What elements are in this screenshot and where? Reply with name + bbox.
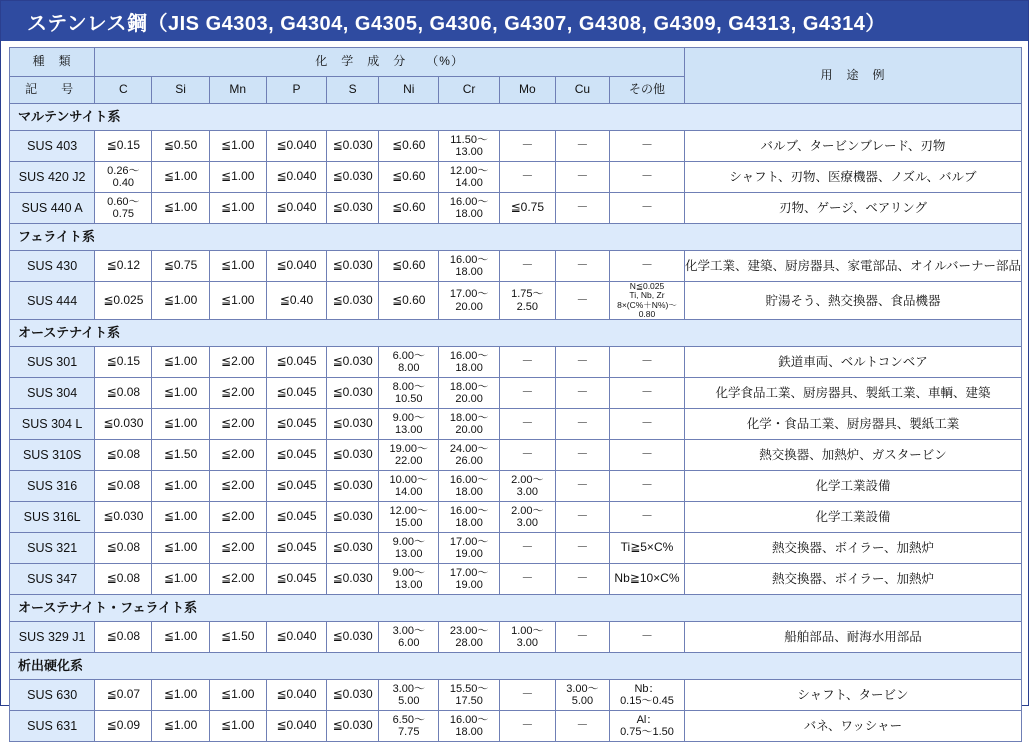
composition-cell: Ti≧5×C% bbox=[609, 533, 684, 564]
composition-cell: ≦0.60 bbox=[379, 131, 439, 162]
composition-cell: － bbox=[499, 162, 555, 193]
composition-cell: 17.00～ 19.00 bbox=[439, 564, 499, 595]
header-symbol: 記 号 bbox=[10, 77, 95, 104]
table-row bbox=[10, 251, 1022, 282]
usage-cell: バルブ、タービンブレード、刃物 bbox=[684, 131, 1021, 162]
composition-cell: ≦0.040 bbox=[266, 193, 326, 224]
composition-cell: ≦0.045 bbox=[266, 440, 326, 471]
composition-cell: ≦0.08 bbox=[95, 378, 152, 409]
composition-cell: 12.00～ 14.00 bbox=[439, 162, 499, 193]
table-row bbox=[10, 533, 1022, 564]
usage-cell: バネ、ワッシャー bbox=[684, 711, 1021, 742]
composition-cell: 8.00～ 10.50 bbox=[379, 378, 439, 409]
header-col-si: Si bbox=[152, 77, 209, 104]
composition-cell: ≦0.030 bbox=[327, 162, 379, 193]
composition-cell: － bbox=[555, 440, 609, 471]
composition-cell: ≦0.12 bbox=[95, 251, 152, 282]
table-row bbox=[10, 564, 1022, 595]
composition-cell: 6.00～ 8.00 bbox=[379, 347, 439, 378]
composition-cell: ≦0.75 bbox=[499, 193, 555, 224]
composition-cell: ≦0.09 bbox=[95, 711, 152, 742]
usage-cell: 熱交換器、加熱炉、ガスタービン bbox=[684, 440, 1021, 471]
usage-cell: 船舶部品、耐海水用部品 bbox=[684, 622, 1021, 653]
composition-cell: ≦2.00 bbox=[209, 347, 266, 378]
composition-cell: ≦0.08 bbox=[95, 533, 152, 564]
composition-cell: ≦2.00 bbox=[209, 378, 266, 409]
composition-cell: 11.50～ 13.00 bbox=[439, 131, 499, 162]
composition-cell: ≦2.00 bbox=[209, 564, 266, 595]
usage-cell: 化学食品工業、厨房器具、製紙工業、車輌、建築 bbox=[684, 378, 1021, 409]
section-header-row bbox=[10, 595, 1022, 622]
composition-cell: － bbox=[555, 378, 609, 409]
composition-cell: ≦0.60 bbox=[379, 282, 439, 320]
composition-cell: ≦1.50 bbox=[152, 440, 209, 471]
grade-symbol: SUS 630 bbox=[10, 680, 95, 711]
composition-cell: ≦1.00 bbox=[152, 680, 209, 711]
grade-symbol: SUS 329 J1 bbox=[10, 622, 95, 653]
composition-cell: ≦1.00 bbox=[152, 622, 209, 653]
composition-cell: ≦2.00 bbox=[209, 502, 266, 533]
composition-cell: － bbox=[609, 193, 684, 224]
composition-cell: ≦1.00 bbox=[209, 680, 266, 711]
composition-cell: 23.00～ 28.00 bbox=[439, 622, 499, 653]
usage-cell: 刃物、ゲージ、ベアリング bbox=[684, 193, 1021, 224]
composition-cell: － bbox=[499, 680, 555, 711]
composition-cell: ≦1.00 bbox=[152, 347, 209, 378]
composition-cell: ≦0.040 bbox=[266, 711, 326, 742]
composition-cell: ≦1.00 bbox=[152, 409, 209, 440]
composition-cell: 24.00～ 26.00 bbox=[439, 440, 499, 471]
composition-cell: ≦1.00 bbox=[209, 251, 266, 282]
composition-cell: 3.00～ 5.00 bbox=[555, 680, 609, 711]
page-title bbox=[1, 1, 1028, 41]
composition-cell: － bbox=[555, 409, 609, 440]
composition-cell: ≦0.030 bbox=[327, 711, 379, 742]
composition-cell: ≦0.040 bbox=[266, 622, 326, 653]
composition-cell: ≦2.00 bbox=[209, 533, 266, 564]
composition-cell: ≦0.045 bbox=[266, 347, 326, 378]
composition-cell: － bbox=[555, 622, 609, 653]
grade-symbol: SUS 321 bbox=[10, 533, 95, 564]
composition-cell: － bbox=[609, 131, 684, 162]
composition-cell: ≦1.00 bbox=[152, 193, 209, 224]
composition-cell: ≦0.040 bbox=[266, 251, 326, 282]
composition-cell: ≦0.030 bbox=[327, 680, 379, 711]
composition-cell: ≦1.00 bbox=[152, 502, 209, 533]
composition-cell: Nb≧10×C% bbox=[609, 564, 684, 595]
composition-cell: － bbox=[555, 347, 609, 378]
grade-symbol: SUS 304 bbox=[10, 378, 95, 409]
composition-cell: － bbox=[609, 622, 684, 653]
usage-cell: 化学工業設備 bbox=[684, 502, 1021, 533]
table-body bbox=[10, 104, 1022, 742]
composition-cell: － bbox=[555, 502, 609, 533]
composition-cell: ≦0.030 bbox=[327, 622, 379, 653]
composition-cell: ≦0.030 bbox=[327, 533, 379, 564]
grade-symbol: SUS 304 L bbox=[10, 409, 95, 440]
composition-cell: － bbox=[609, 471, 684, 502]
composition-cell: － bbox=[555, 251, 609, 282]
composition-cell: － bbox=[499, 409, 555, 440]
table-row bbox=[10, 502, 1022, 533]
section-header-row bbox=[10, 653, 1022, 680]
composition-cell: 2.00～ 3.00 bbox=[499, 471, 555, 502]
grade-symbol: SUS 310S bbox=[10, 440, 95, 471]
composition-cell: － bbox=[609, 409, 684, 440]
composition-cell: 3.00～ 6.00 bbox=[379, 622, 439, 653]
table-container bbox=[1, 41, 1028, 742]
composition-cell: 0.60～ 0.75 bbox=[95, 193, 152, 224]
composition-cell: － bbox=[499, 440, 555, 471]
table-row bbox=[10, 347, 1022, 378]
composition-cell: ≦0.15 bbox=[95, 347, 152, 378]
composition-cell: ≦0.040 bbox=[266, 131, 326, 162]
composition-cell: ≦1.00 bbox=[209, 193, 266, 224]
section-title: オーステナイト・フェライト系 bbox=[10, 595, 1022, 622]
grade-symbol: SUS 316 bbox=[10, 471, 95, 502]
composition-cell: ≦0.030 bbox=[95, 409, 152, 440]
composition-cell: － bbox=[609, 378, 684, 409]
composition-cell: ≦0.08 bbox=[95, 622, 152, 653]
composition-cell: 12.00～ 15.00 bbox=[379, 502, 439, 533]
header-col-c: C bbox=[95, 77, 152, 104]
composition-cell: ≦1.00 bbox=[209, 282, 266, 320]
composition-cell: 0.26～ 0.40 bbox=[95, 162, 152, 193]
composition-cell: － bbox=[499, 251, 555, 282]
composition-cell: ≦0.030 bbox=[95, 502, 152, 533]
table-row bbox=[10, 471, 1022, 502]
composition-cell: ≦0.045 bbox=[266, 533, 326, 564]
header-col-p: P bbox=[266, 77, 326, 104]
section-header-row bbox=[10, 104, 1022, 131]
composition-cell: ≦0.08 bbox=[95, 471, 152, 502]
composition-cell: ≦0.030 bbox=[327, 193, 379, 224]
header-col-mo: Mo bbox=[499, 77, 555, 104]
usage-cell: 化学工業、建築、厨房器具、家電部品、オイルバーナー部品 bbox=[684, 251, 1021, 282]
composition-cell: ≦1.00 bbox=[152, 162, 209, 193]
composition-cell: 16.00～ 18.00 bbox=[439, 471, 499, 502]
composition-cell: 16.00～ 18.00 bbox=[439, 711, 499, 742]
section-header-row bbox=[10, 224, 1022, 251]
composition-cell: － bbox=[555, 711, 609, 742]
composition-cell: ≦1.00 bbox=[209, 162, 266, 193]
composition-cell: － bbox=[499, 533, 555, 564]
composition-cell: － bbox=[609, 347, 684, 378]
composition-cell: 18.00～ 20.00 bbox=[439, 409, 499, 440]
table-row bbox=[10, 193, 1022, 224]
composition-cell: ≦0.030 bbox=[327, 564, 379, 595]
composition-cell: ≦0.60 bbox=[379, 251, 439, 282]
table-row bbox=[10, 711, 1022, 742]
composition-cell: ≦0.040 bbox=[266, 162, 326, 193]
composition-cell: ≦0.025 bbox=[95, 282, 152, 320]
composition-cell: ≦1.00 bbox=[209, 131, 266, 162]
composition-cell: － bbox=[499, 378, 555, 409]
composition-cell: － bbox=[555, 471, 609, 502]
composition-cell: ≦2.00 bbox=[209, 471, 266, 502]
page-title-text: ステンレス鋼（JIS G4303, G4304, G4305, G4306, G4307, G4308, G4309, G4313, G4314） bbox=[27, 12, 886, 35]
section-title: 析出硬化系 bbox=[10, 653, 1022, 680]
composition-cell: 16.00～ 18.00 bbox=[439, 251, 499, 282]
composition-cell: 19.00～ 22.00 bbox=[379, 440, 439, 471]
header-col-cr: Cr bbox=[439, 77, 499, 104]
usage-cell: シャフト、刃物、医療機器、ノズル、バルブ bbox=[684, 162, 1021, 193]
composition-cell: Nb： 0.15～0.45 bbox=[609, 680, 684, 711]
composition-cell: ≦0.045 bbox=[266, 564, 326, 595]
composition-cell: ≦0.60 bbox=[379, 162, 439, 193]
composition-cell: ≦0.030 bbox=[327, 502, 379, 533]
usage-cell: 貯湯そう、熱交換器、食品機器 bbox=[684, 282, 1021, 320]
header-col-other: その他 bbox=[609, 77, 684, 104]
composition-cell: ≦2.00 bbox=[209, 440, 266, 471]
composition-cell: ≦0.030 bbox=[327, 251, 379, 282]
header-col-cu: Cu bbox=[555, 77, 609, 104]
table-row bbox=[10, 440, 1022, 471]
composition-cell: 17.00～ 19.00 bbox=[439, 533, 499, 564]
table-row bbox=[10, 131, 1022, 162]
grade-symbol: SUS 403 bbox=[10, 131, 95, 162]
composition-cell: Al： 0.75～1.50 bbox=[609, 711, 684, 742]
composition-cell: 3.00～ 5.00 bbox=[379, 680, 439, 711]
composition-cell: ≦1.00 bbox=[152, 711, 209, 742]
section-title: フェライト系 bbox=[10, 224, 1022, 251]
composition-cell: ≦0.08 bbox=[95, 564, 152, 595]
composition-cell: ≦0.40 bbox=[266, 282, 326, 320]
grade-symbol: SUS 440 A bbox=[10, 193, 95, 224]
usage-cell: 熱交換器、ボイラー、加熱炉 bbox=[684, 564, 1021, 595]
composition-cell: 2.00～ 3.00 bbox=[499, 502, 555, 533]
table-row bbox=[10, 162, 1022, 193]
composition-cell: ≦0.030 bbox=[327, 471, 379, 502]
header-col-mn: Mn bbox=[209, 77, 266, 104]
grade-symbol: SUS 420 J2 bbox=[10, 162, 95, 193]
grade-symbol: SUS 347 bbox=[10, 564, 95, 595]
header-composition: 化 学 成 分 （%） bbox=[95, 48, 685, 77]
composition-cell: － bbox=[609, 162, 684, 193]
composition-cell: 15.50～ 17.50 bbox=[439, 680, 499, 711]
composition-cell: － bbox=[609, 251, 684, 282]
composition-cell: ≦0.045 bbox=[266, 378, 326, 409]
grade-symbol: SUS 430 bbox=[10, 251, 95, 282]
composition-cell: 9.00～ 13.00 bbox=[379, 409, 439, 440]
composition-cell: ≦1.00 bbox=[152, 378, 209, 409]
composition-cell: － bbox=[555, 131, 609, 162]
composition-cell: 9.00～ 13.00 bbox=[379, 533, 439, 564]
composition-cell: ≦0.60 bbox=[379, 193, 439, 224]
composition-cell: 10.00～ 14.00 bbox=[379, 471, 439, 502]
composition-cell: 16.00～ 18.00 bbox=[439, 193, 499, 224]
composition-cell: 1.00～ 3.00 bbox=[499, 622, 555, 653]
composition-cell: － bbox=[609, 440, 684, 471]
composition-cell: 6.50～ 7.75 bbox=[379, 711, 439, 742]
section-header-row bbox=[10, 320, 1022, 347]
composition-cell: ≦0.030 bbox=[327, 378, 379, 409]
usage-cell: シャフト、タービン bbox=[684, 680, 1021, 711]
composition-cell: ≦0.045 bbox=[266, 471, 326, 502]
table-header-row-1 bbox=[10, 48, 1022, 77]
composition-cell: － bbox=[499, 711, 555, 742]
composition-cell: ≦0.08 bbox=[95, 440, 152, 471]
composition-cell: 9.00～ 13.00 bbox=[379, 564, 439, 595]
composition-cell: ≦1.00 bbox=[152, 533, 209, 564]
composition-cell: 16.00～ 18.00 bbox=[439, 347, 499, 378]
table-row bbox=[10, 622, 1022, 653]
composition-cell: 16.00～ 18.00 bbox=[439, 502, 499, 533]
table-row bbox=[10, 680, 1022, 711]
composition-cell: ≦0.50 bbox=[152, 131, 209, 162]
usage-cell: 化学工業設備 bbox=[684, 471, 1021, 502]
composition-cell: ≦0.030 bbox=[327, 440, 379, 471]
steel-grades-table bbox=[9, 47, 1022, 742]
composition-cell: － bbox=[499, 131, 555, 162]
usage-cell: 化学・食品工業、厨房器具、製紙工業 bbox=[684, 409, 1021, 440]
composition-cell: － bbox=[555, 193, 609, 224]
section-title: オーステナイト系 bbox=[10, 320, 1022, 347]
usage-cell: 鉄道車両、ベルトコンベア bbox=[684, 347, 1021, 378]
composition-cell: ≦0.030 bbox=[327, 131, 379, 162]
composition-cell: ≦1.00 bbox=[152, 282, 209, 320]
composition-cell: － bbox=[499, 347, 555, 378]
composition-cell: － bbox=[555, 533, 609, 564]
composition-cell: ≦0.75 bbox=[152, 251, 209, 282]
composition-cell: ≦0.040 bbox=[266, 680, 326, 711]
composition-cell: ≦1.00 bbox=[152, 471, 209, 502]
section-title: マルテンサイト系 bbox=[10, 104, 1022, 131]
composition-cell: ≦1.00 bbox=[209, 711, 266, 742]
composition-cell: ≦0.030 bbox=[327, 282, 379, 320]
header-kind: 種 類 bbox=[10, 48, 95, 77]
composition-cell: N≦0.025 Ti, Nb, Zr 8×(C%＋N%)～0.80 bbox=[609, 282, 684, 320]
usage-cell: 熱交換器、ボイラー、加熱炉 bbox=[684, 533, 1021, 564]
composition-cell: 18.00～ 20.00 bbox=[439, 378, 499, 409]
grade-symbol: SUS 301 bbox=[10, 347, 95, 378]
composition-cell: ≦0.045 bbox=[266, 409, 326, 440]
composition-cell: ≦0.045 bbox=[266, 502, 326, 533]
composition-cell: － bbox=[499, 564, 555, 595]
composition-cell: － bbox=[555, 162, 609, 193]
composition-cell: ≦0.030 bbox=[327, 347, 379, 378]
grade-symbol: SUS 444 bbox=[10, 282, 95, 320]
table-row bbox=[10, 282, 1022, 320]
composition-cell: ≦1.50 bbox=[209, 622, 266, 653]
header-col-ni: Ni bbox=[379, 77, 439, 104]
composition-cell: － bbox=[609, 502, 684, 533]
grade-symbol: SUS 316L bbox=[10, 502, 95, 533]
composition-cell: ≦0.07 bbox=[95, 680, 152, 711]
table-row bbox=[10, 378, 1022, 409]
composition-cell: ≦1.00 bbox=[152, 564, 209, 595]
header-col-s: S bbox=[327, 77, 379, 104]
header-usage: 用 途 例 bbox=[684, 48, 1021, 104]
composition-cell: ≦0.030 bbox=[327, 409, 379, 440]
table-row bbox=[10, 409, 1022, 440]
grade-symbol: SUS 631 bbox=[10, 711, 95, 742]
composition-cell: － bbox=[555, 282, 609, 320]
composition-cell: 1.75～ 2.50 bbox=[499, 282, 555, 320]
composition-cell: ≦2.00 bbox=[209, 409, 266, 440]
composition-cell: ≦0.15 bbox=[95, 131, 152, 162]
composition-cell: 17.00～ 20.00 bbox=[439, 282, 499, 320]
composition-cell: － bbox=[555, 564, 609, 595]
